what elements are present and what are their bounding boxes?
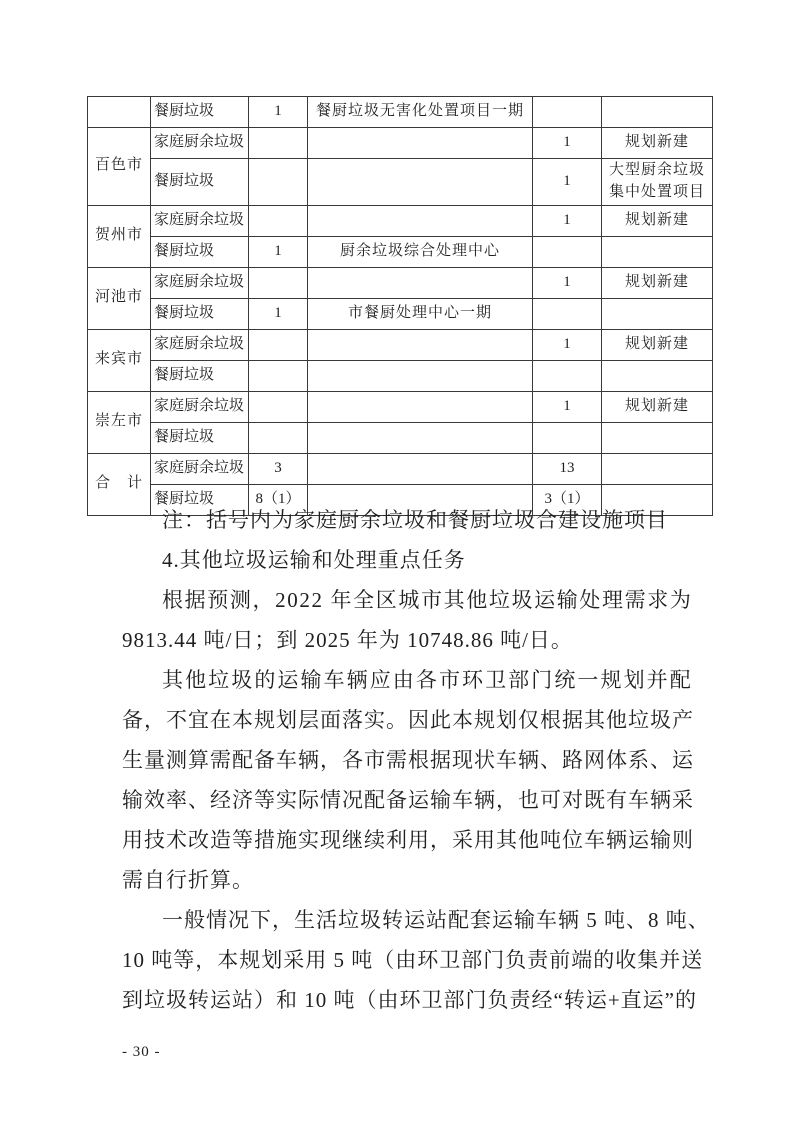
waste-type-cell: 家庭厨余垃圾: [151, 453, 249, 484]
count-right-cell: 1: [533, 128, 602, 159]
count-right-cell: 1: [533, 391, 602, 422]
count-right-cell: 1: [533, 267, 602, 298]
remark-cell: 规划新建: [602, 267, 713, 298]
waste-type-cell: 餐厨垃圾: [151, 97, 249, 128]
table-row: [88, 97, 713, 128]
city-cell: 百色市: [88, 128, 151, 206]
count-left-cell: [249, 329, 308, 360]
city-cell: 河池市: [88, 267, 151, 329]
table-row: [88, 422, 713, 453]
text-line: 注：括号内为家庭厨余垃圾和餐厨垃圾合建设施项目: [162, 508, 668, 532]
remark-cell: 规划新建: [602, 205, 713, 236]
waste-type-cell: 餐厨垃圾: [151, 159, 249, 206]
project-name-cell: [308, 329, 533, 360]
count-left-cell: [249, 422, 308, 453]
waste-type-cell: 餐厨垃圾: [151, 422, 249, 453]
waste-type-cell: 餐厨垃圾: [151, 236, 249, 267]
remark-cell: [602, 360, 713, 391]
count-left-cell: [249, 159, 308, 206]
count-left-cell: [249, 267, 308, 298]
table-row: [88, 267, 713, 298]
project-name-cell: 市餐厨处理中心一期: [308, 298, 533, 329]
project-name-cell: [308, 453, 533, 484]
remark-cell: [602, 236, 713, 267]
text-line: 备 ， 不 宜 在 本 规 划 层 面 落 实 。 因 此 本 规 划 仅 根 据 其 他 垃 圾 产: [122, 708, 694, 732]
project-name-cell: [308, 391, 533, 422]
waste-type-cell: 餐厨垃圾: [151, 360, 249, 391]
remark-cell: [602, 298, 713, 329]
table-row: [88, 205, 713, 236]
table-row: [88, 298, 713, 329]
table-row: [88, 159, 713, 206]
text-line: 用 技 术 改 造 等 措 施 实 现 继 续 利 用 ， 采 用 其 他 吨 位 车 辆 运 输 则: [122, 828, 694, 852]
city-cell: 合 计: [88, 453, 151, 515]
count-right-cell: 1: [533, 159, 602, 206]
count-left-cell: [249, 391, 308, 422]
count-left-cell: [249, 128, 308, 159]
remark-cell: [602, 453, 713, 484]
waste-type-cell: 餐厨垃圾: [151, 484, 249, 515]
table-row: [88, 391, 713, 422]
count-left-cell: [249, 205, 308, 236]
text-line: 需自行折算。: [122, 868, 254, 892]
text-line: 4.其他垃圾运输和处理重点任务: [162, 548, 466, 572]
table-row: [88, 128, 713, 159]
city-cell: 来宾市: [88, 329, 151, 391]
text-line: 其 他 垃 圾 的 运 输 车 辆 应 由 各 市 环 卫 部 门 统 一 规 划 并 配: [162, 668, 692, 692]
project-name-cell: [308, 267, 533, 298]
count-right-cell: 1: [533, 329, 602, 360]
count-left-cell: 1: [249, 236, 308, 267]
remark-cell: 规划新建: [602, 128, 713, 159]
text-line: 生 量 测 算 需 配 备 车 辆 ， 各 市 需 根 据 现 状 车 辆 、 路 网 体 系 、 运: [122, 748, 694, 772]
waste-type-cell: 家庭厨余垃圾: [151, 205, 249, 236]
remark-cell: [602, 422, 713, 453]
table-row: [88, 453, 713, 484]
count-right-cell: [533, 422, 602, 453]
count-left-cell: 1: [249, 97, 308, 128]
text-line: 一 般 情 况 下 ， 生 活 垃 圾 转 运 站 配 套 运 输 车 辆 5 吨 、 8 吨 、: [162, 908, 710, 932]
table-row: [88, 329, 713, 360]
count-right-cell: 3（1）: [533, 484, 602, 515]
project-name-cell: [308, 422, 533, 453]
count-left-cell: [249, 360, 308, 391]
remark-cell: 规划新建: [602, 329, 713, 360]
facility-table-body: [88, 97, 713, 516]
project-name-cell: [308, 205, 533, 236]
waste-type-cell: 家庭厨余垃圾: [151, 267, 249, 298]
project-name-cell: [308, 360, 533, 391]
count-left-cell: 1: [249, 298, 308, 329]
body-text: [122, 500, 710, 1020]
waste-type-cell: 家庭厨余垃圾: [151, 128, 249, 159]
waste-type-cell: 餐厨垃圾: [151, 298, 249, 329]
text-line: 9813.44 吨/日；到 2025 年为 10748.86 吨/日。: [122, 628, 573, 652]
project-name-cell: [308, 159, 533, 206]
text-line: 到 垃 圾 转 运 站 ） 和 1 0 吨 （ 由 环 卫 部 门 负 责 经 “ 转 运 + 直 运 ” 的: [122, 988, 697, 1012]
count-left-cell: 8（1）: [249, 484, 308, 515]
count-right-cell: [533, 360, 602, 391]
city-cell: [88, 97, 151, 128]
waste-type-cell: 家庭厨余垃圾: [151, 391, 249, 422]
project-name-cell: 餐厨垃圾无害化处置项目一期: [308, 97, 533, 128]
city-cell: 崇左市: [88, 391, 151, 453]
count-right-cell: 1: [533, 205, 602, 236]
city-cell: 贺州市: [88, 205, 151, 267]
count-right-cell: [533, 298, 602, 329]
table-row: [88, 360, 713, 391]
project-name-cell: 厨余垃圾综合处理中心: [308, 236, 533, 267]
project-name-cell: [308, 128, 533, 159]
count-right-cell: 13: [533, 453, 602, 484]
remark-cell: [602, 97, 713, 128]
count-left-cell: 3: [249, 453, 308, 484]
text-line: 输 效 率 、 经 济 等 实 际 情 况 配 备 运 输 车 辆 ， 也 可 对 既 有 车 辆 采: [122, 788, 694, 812]
text-line: 1 0 吨 等 ， 本 规 划 采 用 5 吨 （ 由 环 卫 部 门 负 责 前 端 的 收 集 并 送: [122, 948, 704, 972]
page-number: - 30 -: [122, 1044, 161, 1060]
remark-cell: 规划新建: [602, 391, 713, 422]
count-right-cell: [533, 97, 602, 128]
table-row: [88, 236, 713, 267]
waste-type-cell: 家庭厨余垃圾: [151, 329, 249, 360]
facility-projects-table: [87, 96, 713, 516]
text-line: 根 据 预 测 ， 2 0 2 2 年 全 区 城 市 其 他 垃 圾 运 输 处 理 需 求 为: [162, 588, 692, 612]
remark-cell: 大型厨余垃圾集中处置项目: [602, 159, 713, 206]
count-right-cell: [533, 236, 602, 267]
